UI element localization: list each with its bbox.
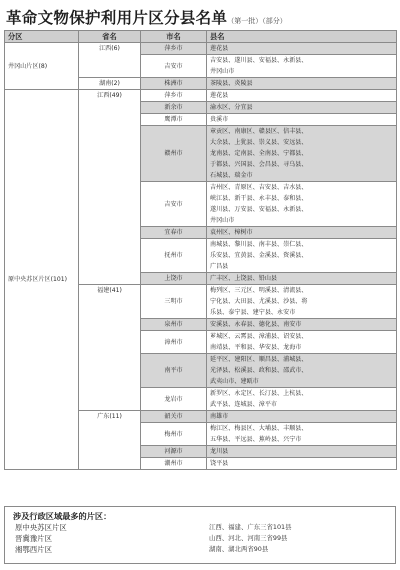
county-line: 峡江县、新干县、永丰县、泰和县、	[210, 195, 308, 202]
county-line: 龙南县、定南县、全南县、宁都县、	[210, 150, 308, 157]
county-cell	[207, 285, 397, 319]
summary-value: 山西、河北、河南三省99县	[209, 534, 288, 542]
city-cell: 泉州市	[141, 319, 207, 331]
page-title	[6, 6, 396, 32]
county-line: 武夷山市、建瓯市	[210, 378, 259, 385]
county-cell	[207, 446, 397, 458]
county-cell	[207, 411, 397, 423]
county-line: 武平县、连城县、漳平市	[210, 401, 278, 408]
city-cell: 抚州市	[141, 239, 207, 273]
county-cell	[207, 114, 397, 126]
county-cell	[207, 43, 397, 55]
city-cell: 赣州市	[141, 126, 207, 182]
county-cell	[207, 388, 397, 411]
county-line: 乐安县、宜黄县、金溪县、资溪县、	[210, 252, 308, 259]
county-line: 大余县、上犹县、崇义县、安远县、	[210, 139, 308, 146]
table-body	[5, 43, 397, 470]
table-header-row	[5, 31, 397, 43]
county-line: 安溪县、永春县、德化县、南安市	[210, 321, 302, 328]
county-line: 茶陵县、炎陵县	[210, 80, 253, 87]
county-cell	[207, 182, 397, 227]
city-cell: 龙岩市	[141, 388, 207, 411]
city-cell: 韶关市	[141, 411, 207, 423]
city-cell: 潮州市	[141, 458, 207, 470]
county-line: 芗城区、云霄县、漳浦县、诏安县、	[210, 333, 308, 340]
header-province: 省名	[79, 31, 141, 43]
city-cell: 萍乡市	[141, 43, 207, 55]
table-row	[5, 43, 397, 55]
county-cell	[207, 458, 397, 470]
province-cell: 江西(49)	[79, 90, 141, 285]
header-city: 市名	[141, 31, 207, 43]
county-cell	[207, 354, 397, 388]
county-line: 广丰区、上饶县、铅山县	[210, 275, 278, 282]
county-cell	[207, 331, 397, 354]
province-cell: 广东(11)	[79, 411, 141, 470]
county-line: 新罗区、永定区、长汀县、上杭县、	[210, 390, 308, 397]
title-main: 革命文物保护利用片区分县名单	[6, 8, 228, 27]
city-cell: 梅州市	[141, 423, 207, 446]
county-line: 宁化县、大田县、尤溪县、沙县、将	[210, 298, 308, 305]
county-line: 南城县、黎川县、南丰县、崇仁县、	[210, 241, 308, 248]
county-line: 吉州区、青原区、吉安县、吉水县、	[210, 184, 308, 191]
county-cell	[207, 273, 397, 285]
county-line: 梅江区、梅县区、大埔县、丰顺县、	[210, 425, 308, 432]
summary-row	[13, 522, 395, 533]
city-cell: 三明市	[141, 285, 207, 319]
summary-row	[13, 544, 395, 555]
county-line: 光泽县、松溪县、政和县、邵武市、	[210, 367, 308, 374]
county-line: 贵溪市	[210, 116, 229, 123]
county-cell	[207, 55, 397, 78]
county-line: 于都县、兴国县、会昌县、寻乌县、	[210, 161, 308, 168]
county-line: 南雄市	[210, 413, 229, 420]
city-cell: 株洲市	[141, 78, 207, 90]
county-line: 渝水区、分宜县	[210, 104, 253, 111]
table-row	[5, 90, 397, 102]
county-line: 龙川县	[210, 448, 229, 455]
county-line: 南靖县、平和县、华安县、龙海市	[210, 344, 302, 351]
county-line: 莲花县	[210, 45, 229, 52]
county-cell	[207, 423, 397, 446]
county-line: 井冈山市	[210, 217, 235, 224]
summary-region: 湘鄂西片区	[15, 545, 52, 554]
summary-value: 江西、福建、广东三省101县	[209, 523, 292, 531]
header-region: 分区	[5, 31, 79, 43]
county-line: 梅列区、三元区、明溪县、清流县、	[210, 287, 308, 294]
city-cell: 上饶市	[141, 273, 207, 285]
summary-value: 湖南、湖北两省90县	[209, 545, 269, 553]
city-cell: 吉安市	[141, 55, 207, 78]
title-sub: （第一批）（部分）	[227, 17, 287, 25]
county-line: 章贡区、南康区、赣县区、信丰县、	[210, 128, 308, 135]
city-cell: 河源市	[141, 446, 207, 458]
province-cell: 福建(41)	[79, 285, 141, 411]
summary-row	[13, 533, 395, 544]
county-line: 乐县、泰宁县、建宁县、永安市	[210, 309, 296, 316]
county-cell	[207, 239, 397, 273]
region-cell: 井冈山片区(8)	[5, 43, 79, 90]
summary-region: 晋冀豫片区	[15, 534, 52, 543]
county-line: 饶平县	[210, 460, 229, 467]
county-line: 广昌县	[210, 263, 229, 270]
city-cell: 鹰潭市	[141, 114, 207, 126]
county-cell	[207, 126, 397, 182]
province-cell: 江西(6)	[79, 43, 141, 78]
county-cell	[207, 102, 397, 114]
county-cell	[207, 319, 397, 331]
county-table	[4, 30, 397, 470]
county-cell	[207, 227, 397, 239]
county-line: 井冈山市	[210, 68, 235, 75]
county-cell	[207, 78, 397, 90]
summary-region: 原中央苏区片区	[15, 523, 67, 532]
county-line: 莲花县	[210, 92, 229, 99]
county-line: 石城县、瑞金市	[210, 172, 253, 179]
summary-box	[4, 506, 396, 564]
header-county: 县名	[207, 31, 397, 43]
county-line: 遂川县、万安县、安福县、永新县、	[210, 206, 308, 213]
summary-title: 涉及行政区域最多的片区：	[13, 511, 112, 521]
city-cell: 宜春市	[141, 227, 207, 239]
county-line: 吉安县、遂川县、安福县、永新县、	[210, 57, 308, 64]
county-line: 袁州区、樟树市	[210, 229, 253, 236]
county-line: 延平区、建阳区、顺昌县、浦城县、	[210, 356, 308, 363]
county-cell	[207, 90, 397, 102]
city-cell: 新余市	[141, 102, 207, 114]
county-line: 五华县、平远县、蕉岭县、兴宁市	[210, 436, 302, 443]
city-cell: 南平市	[141, 354, 207, 388]
province-cell: 湖南(2)	[79, 78, 141, 90]
region-cell: 原中央苏区片区(101)	[5, 90, 79, 470]
city-cell: 萍乡市	[141, 90, 207, 102]
city-cell: 吉安市	[141, 182, 207, 227]
city-cell: 漳州市	[141, 331, 207, 354]
